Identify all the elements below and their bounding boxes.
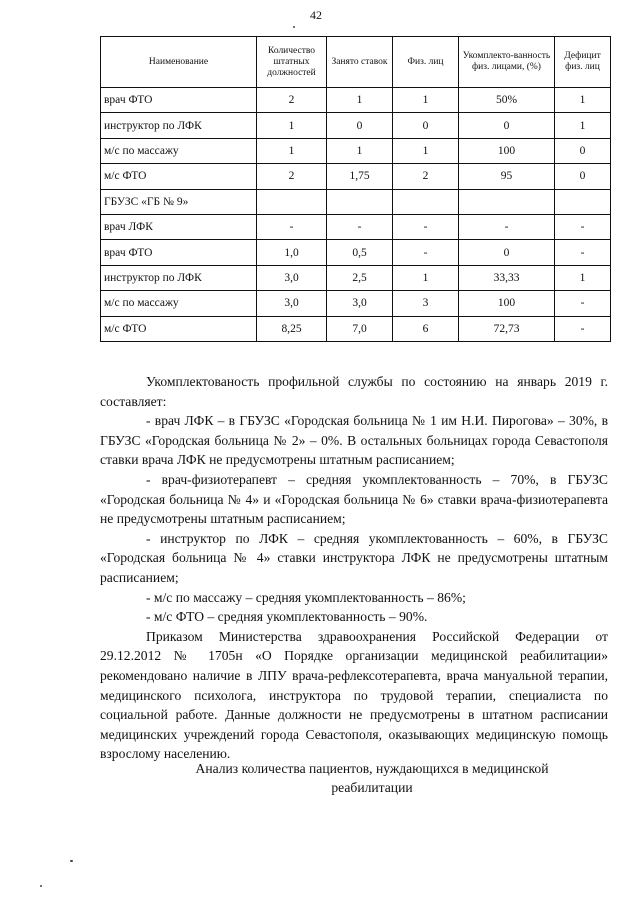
staffing-table — [100, 36, 611, 342]
table-cell: 72,73 — [459, 316, 555, 341]
table-cell: 1 — [257, 113, 327, 138]
list-item-massage-nurse: - м/с по массажу – средняя укомплектованность – 86%; — [146, 589, 466, 605]
table-row — [101, 265, 611, 290]
table-cell: врач ФТО — [101, 240, 257, 265]
list-item-fto-nurse: - м/с ФТО – средняя укомплектованность – 90%. — [146, 609, 428, 625]
table-cell: - — [555, 214, 611, 239]
table-cell: 50% — [459, 88, 555, 113]
table-cell: 1 — [257, 138, 327, 163]
table-cell: м/с ФТО — [101, 316, 257, 341]
body-text — [100, 372, 608, 764]
header-name: Наименование — [101, 37, 257, 88]
paragraph-staffing-intro: Укомплектованость профильной службы по состоянию на январь 2019 г. составляет: — [100, 374, 608, 409]
table-row — [101, 164, 611, 189]
page-number: 42 — [310, 8, 322, 22]
table-cell: 1 — [555, 113, 611, 138]
table-cell: 6 — [393, 316, 459, 341]
table-cell: 3,0 — [327, 291, 393, 316]
table-cell: 0 — [555, 138, 611, 163]
table-cell: - — [257, 214, 327, 239]
table-cell: 1 — [393, 88, 459, 113]
table-row — [101, 113, 611, 138]
table-row — [101, 214, 611, 239]
table-cell: - — [393, 240, 459, 265]
list-item-lfk-instructor: - инструктор по ЛФК – средняя укомплектованность – 60%, в ГБУЗС «Городская больница № 4» ставки инструктора ЛФК не предусмотрены штатным расписанием; — [100, 530, 608, 585]
header-occupied: Занято ставок — [327, 37, 393, 88]
table-cell: - — [393, 214, 459, 239]
scan-speck — [70, 860, 73, 862]
table-cell: 2,5 — [327, 265, 393, 290]
table-cell: м/с по массажу — [101, 291, 257, 316]
table-cell: 1,0 — [257, 240, 327, 265]
header-persons: Физ. лиц — [393, 37, 459, 88]
table-cell: 1 — [327, 138, 393, 163]
table-cell: м/с ФТО — [101, 164, 257, 189]
table-cell: инструктор по ЛФК — [101, 113, 257, 138]
table-cell: инструктор по ЛФК — [101, 265, 257, 290]
table-cell — [555, 189, 611, 214]
table-cell: 0 — [459, 113, 555, 138]
paragraph-ministry-order: Приказом Министерства здравоохранения Российской Федерации от 29.12.2012 № 1705н «О Порядке организации медицинской реабилитации» рекомендовано наличие в ЛПУ врача-рефлексотерапевта, врача мануальной терапии, медицинского психолога, инструктора по трудовой терапии, специалиста по социальной работе. Данные должности не предусмотрены в штатном расписании медицинских учреждений города Севастополя, оказывающих медицинскую помощь взрослому населению. — [100, 628, 608, 762]
table-cell: 0 — [459, 240, 555, 265]
table-cell: 2 — [393, 164, 459, 189]
table-cell: 100 — [459, 138, 555, 163]
table-cell: 8,25 — [257, 316, 327, 341]
table-cell: - — [555, 291, 611, 316]
table-cell: - — [459, 214, 555, 239]
table-cell: 1 — [327, 88, 393, 113]
table-cell: 1 — [555, 88, 611, 113]
table-cell — [257, 189, 327, 214]
table-cell: - — [327, 214, 393, 239]
table-row — [101, 316, 611, 341]
table-cell: 1 — [393, 265, 459, 290]
table-row — [101, 291, 611, 316]
scan-speck — [293, 26, 295, 28]
table-cell: 2 — [257, 164, 327, 189]
section-heading: Анализ количества пациентов, нуждающихся в медицинской реабилитации — [195, 761, 549, 795]
table-cell: м/с по массажу — [101, 138, 257, 163]
scan-speck — [40, 885, 42, 887]
table-cell: 1,75 — [327, 164, 393, 189]
table-cell: ГБУЗС «ГБ № 9» — [101, 189, 257, 214]
table-cell: - — [555, 316, 611, 341]
table-cell: 1 — [393, 138, 459, 163]
table-cell: 100 — [459, 291, 555, 316]
list-item-physiotherapist: - врач-физиотерапевт – средняя укомплектованность – 70%, в ГБУЗС «Городская больница № 4» и «Городская больница № 6» ставки врача-физиотерапевта не предусмотрены штатным расписанием; — [100, 471, 608, 527]
table-cell: 2 — [257, 88, 327, 113]
table-cell — [327, 189, 393, 214]
table-cell: 0 — [555, 164, 611, 189]
header-positions: Количество штатных должностей — [257, 37, 327, 88]
table-cell: 0 — [393, 113, 459, 138]
table-cell: врач ФТО — [101, 88, 257, 113]
table-cell: 0,5 — [327, 240, 393, 265]
table-cell: 1 — [555, 265, 611, 290]
table-cell — [459, 189, 555, 214]
table-cell: - — [555, 240, 611, 265]
table-cell — [393, 189, 459, 214]
header-deficit: Дефицит физ. лиц — [555, 37, 611, 88]
table-cell: 95 — [459, 164, 555, 189]
table-cell: врач ЛФК — [101, 214, 257, 239]
table-row — [101, 138, 611, 163]
table-header-row — [101, 37, 611, 88]
table-row — [101, 88, 611, 113]
table-cell: 0 — [327, 113, 393, 138]
table-cell: 3,0 — [257, 291, 327, 316]
table-row — [101, 240, 611, 265]
table-cell: 3 — [393, 291, 459, 316]
table-row — [101, 189, 611, 214]
list-item-lfk-doctor: - врач ЛФК – в ГБУЗС «Городская больница № 1 им Н.И. Пирогова» – 30%, в ГБУЗС «Городская больница № 2» – 0%. В остальных больницах города Севастополя ставки врача ЛФК не предусмотрены штатным расписанием; — [100, 413, 608, 468]
table-cell: 3,0 — [257, 265, 327, 290]
header-staffing: Укомплекто-ванность физ. лицами, (%) — [459, 37, 555, 88]
table-cell: 33,33 — [459, 265, 555, 290]
table-cell: 7,0 — [327, 316, 393, 341]
